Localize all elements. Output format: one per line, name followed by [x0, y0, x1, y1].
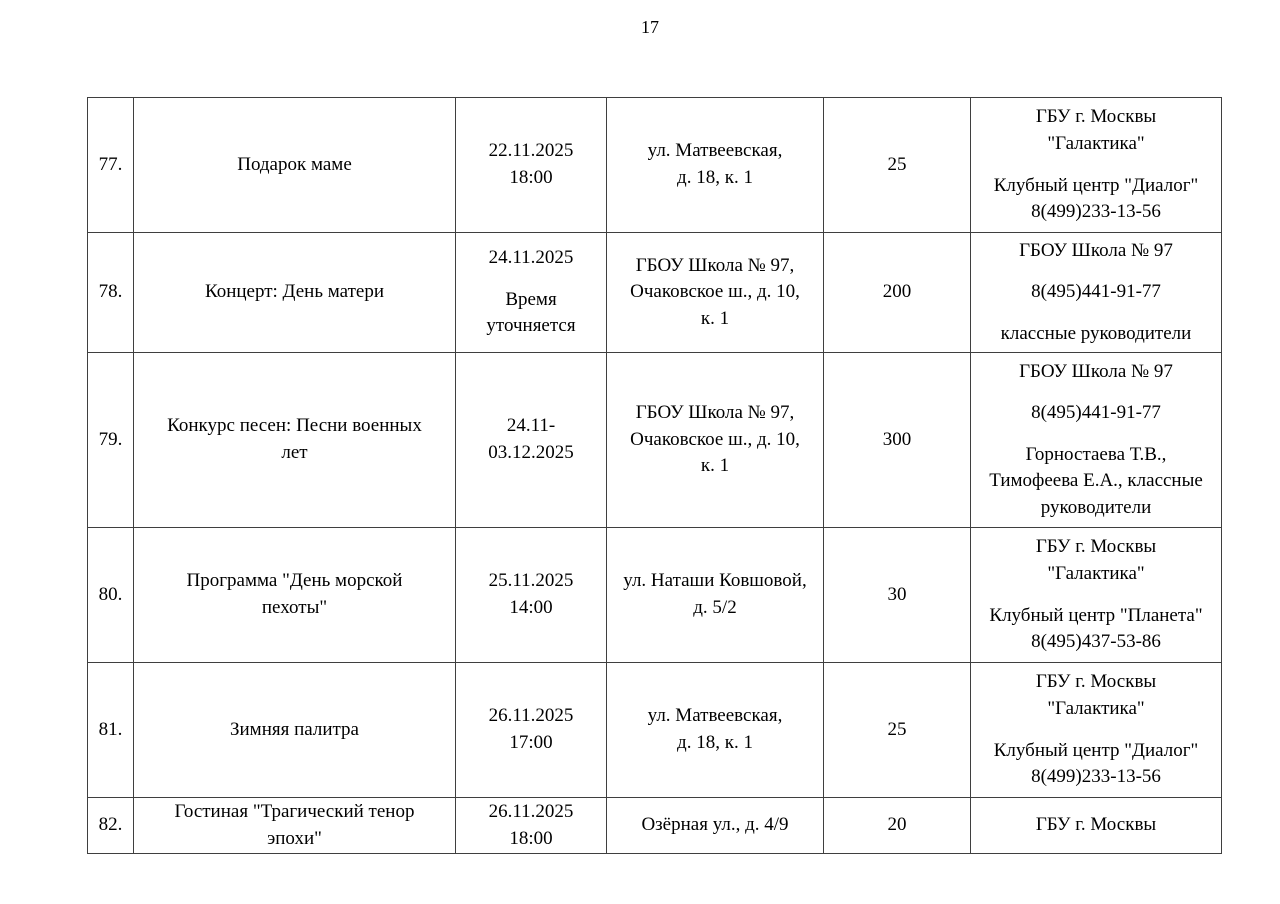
- date-cell: [456, 233, 607, 353]
- participants-count-cell: 25: [824, 98, 971, 233]
- organizer-cell: [971, 663, 1222, 798]
- table-row: [88, 353, 1222, 528]
- date-cell: [456, 528, 607, 663]
- event-name: Конкурс песен: Песни военных лет: [167, 415, 422, 463]
- address-cell: [607, 98, 824, 233]
- row-number-cell: 82.: [88, 798, 134, 854]
- event-name: Программа "День морской пехоты": [186, 570, 403, 618]
- address-cell: [607, 798, 824, 854]
- row-number-cell: 77.: [88, 98, 134, 233]
- organizer-contact: Клубный центр "Планета" 8(495)437-53-86: [989, 604, 1203, 653]
- organizer-info: ГБОУ Школа № 97: [1019, 360, 1173, 382]
- schedule-table: [87, 97, 1222, 854]
- organizer-contact: Клубный центр "Диалог" 8(499)233-13-56: [993, 174, 1199, 223]
- organizer-cell: [971, 233, 1222, 353]
- table-row: [88, 798, 1222, 854]
- participants-count-cell: 300: [824, 353, 971, 528]
- organizer-contact: Клубный центр "Диалог" 8(499)233-13-56: [993, 739, 1199, 788]
- participants-count-cell: 200: [824, 233, 971, 353]
- event-date: 25.11.2025 14:00: [488, 570, 574, 618]
- row-number-cell: 81.: [88, 663, 134, 798]
- organizer-phone: 8(495)441-91-77: [1031, 281, 1161, 303]
- page-number: 17: [641, 17, 659, 37]
- address-cell: [607, 528, 824, 663]
- event-name-cell: [134, 98, 456, 233]
- organizer-info: ГБУ г. Москвы "Галактика": [1035, 106, 1157, 154]
- organizer-cell: [971, 353, 1222, 528]
- date-cell: [456, 798, 607, 854]
- event-name-cell: [134, 663, 456, 798]
- organizer-info: ГБУ г. Москвы "Галактика": [1035, 536, 1157, 584]
- date-cell: [456, 353, 607, 528]
- participants-count-cell: 25: [824, 663, 971, 798]
- event-address: ГБОУ Школа № 97, Очаковское ш., д. 10, к. 1: [630, 402, 800, 477]
- event-address: ул. Наташи Ковшовой, д. 5/2: [623, 570, 807, 618]
- row-number-cell: 79.: [88, 353, 134, 528]
- organizer-info: ГБУ г. Москвы: [1035, 814, 1157, 836]
- organizer-contact: классные руководители: [1000, 322, 1192, 344]
- event-name-cell: [134, 798, 456, 854]
- event-time-note: Время уточняется: [486, 288, 576, 337]
- event-date: 22.11.2025 18:00: [488, 140, 574, 188]
- organizer-contact: Горностаева Т.В., Тимофеева Е.А., классные руководители: [989, 443, 1203, 518]
- address-cell: [607, 233, 824, 353]
- address-cell: [607, 663, 824, 798]
- participants-count-cell: 20: [824, 798, 971, 854]
- event-name: Концерт: День матери: [204, 281, 385, 303]
- event-address: ГБОУ Школа № 97, Очаковское ш., д. 10, к. 1: [630, 254, 800, 329]
- event-date: 24.11.2025: [488, 247, 574, 269]
- date-cell: [456, 98, 607, 233]
- event-date: 24.11- 03.12.2025: [488, 415, 574, 463]
- event-name: Гостиная "Трагический тенор эпохи": [174, 801, 415, 849]
- row-number-cell: 80.: [88, 528, 134, 663]
- organizer-info: ГБОУ Школа № 97: [1019, 239, 1173, 261]
- event-address: ул. Матвеевская, д. 18, к. 1: [647, 140, 783, 188]
- participants-count-cell: 30: [824, 528, 971, 663]
- event-name: Подарок маме: [237, 153, 352, 175]
- event-name: Зимняя палитра: [230, 718, 359, 740]
- event-name-cell: [134, 528, 456, 663]
- table-row: [88, 528, 1222, 663]
- event-date: 26.11.2025 18:00: [488, 801, 574, 849]
- event-address: ул. Матвеевская, д. 18, к. 1: [647, 705, 783, 753]
- table-row: [88, 98, 1222, 233]
- date-cell: [456, 663, 607, 798]
- row-number-cell: 78.: [88, 233, 134, 353]
- table-row: [88, 233, 1222, 353]
- event-name-cell: [134, 353, 456, 528]
- event-address: Озёрная ул., д. 4/9: [641, 814, 789, 836]
- organizer-cell: [971, 528, 1222, 663]
- organizer-phone: 8(495)441-91-77: [1031, 402, 1161, 424]
- organizer-cell: [971, 798, 1222, 854]
- event-date: 26.11.2025 17:00: [488, 705, 574, 753]
- organizer-cell: [971, 98, 1222, 233]
- address-cell: [607, 353, 824, 528]
- table-row: [88, 663, 1222, 798]
- organizer-info: ГБУ г. Москвы "Галактика": [1035, 671, 1157, 719]
- event-name-cell: [134, 233, 456, 353]
